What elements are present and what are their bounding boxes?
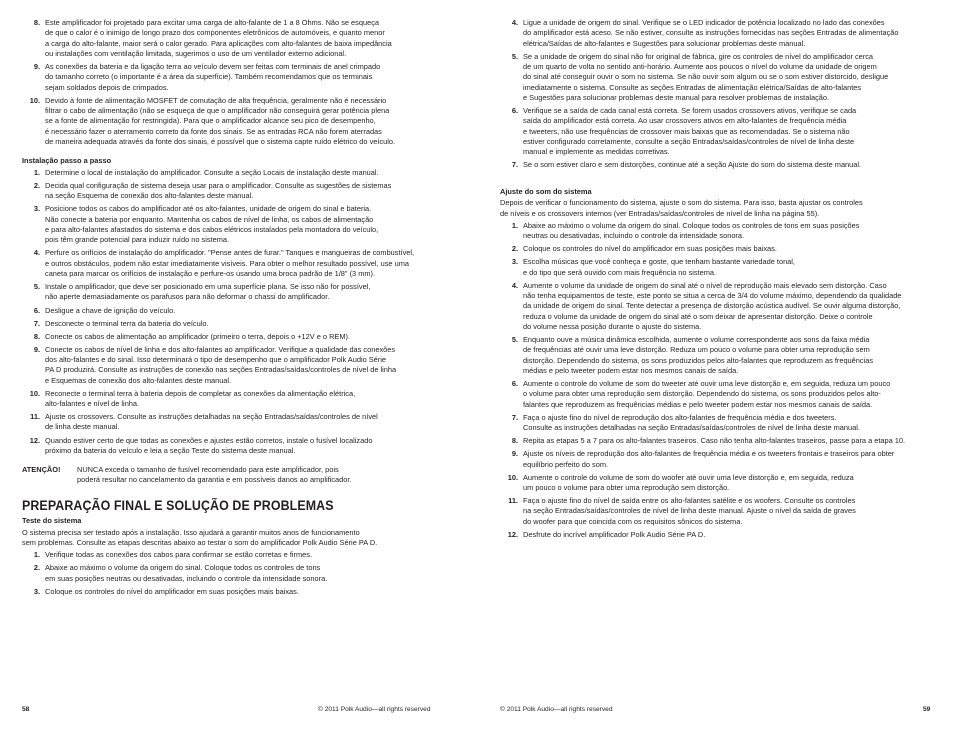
- item-number: 3.: [511, 257, 518, 267]
- tuning-steps-list: [500, 221, 908, 540]
- item-text: Abaixe ao máximo o volume da origem do sinal. Coloque todos os controles de tons em suas posições neutras ou desativadas, incluindo o controle da intensidade sonora.: [523, 220, 860, 241]
- list-item: [500, 449, 908, 470]
- test-steps-list: [22, 550, 422, 597]
- item-text: Enquanto ouve a música dinâmica escolhida, aumente o volume correspondente aos sons da faixa média de frequências até ouvir uma leve distorção. Reduza um pouco o volume para obter uma reprodução sem distorção. Dependendo do sistema, os sons produzidos pelos alto-falantes que reproduzem as frequências médias e pelo tweeter podem estar nos mesmos canais de saída.: [523, 335, 874, 375]
- list-item: [22, 181, 422, 202]
- item-number: 6.: [33, 305, 40, 315]
- list-item: [22, 18, 422, 59]
- item-number: 8.: [33, 331, 40, 341]
- item-number: 10.: [507, 472, 518, 482]
- item-text: Decida qual configuração de sistema deseja usar para o amplificador. Consulte as sugestões de sistemas na seção Esquema de conexão dos alto-falantes deste manual.: [45, 181, 392, 201]
- list-item: [22, 248, 422, 279]
- copyright-left: © 2011 Polk Audio—all rights reserved: [318, 706, 431, 713]
- test-heading: Teste do sistema: [22, 515, 82, 525]
- item-text: Desconecte o terminal terra da bateria do veículo.: [45, 318, 209, 328]
- item-text: Quando estiver certo de que todas as conexões e ajustes estão corretos, instale o fusível localizado próximo da bateria do veículo e leia a seção Teste do sistema deste manual.: [45, 435, 373, 455]
- left-column: [22, 18, 422, 600]
- item-text: Reconecte o terminal terra à bateria depois de completar as conexões da alimentação elétrica, alto-falantes e nível de linha.: [45, 388, 356, 409]
- item-number: 11.: [508, 496, 518, 506]
- item-text: Abaixe ao máximo o volume da origem do sinal. Coloque todos os controles de tons em suas posições neutras ou desativadas, incluindo o controle da intensidade sonora.: [45, 563, 328, 583]
- item-number: 5.: [511, 335, 518, 345]
- item-number: 10.: [29, 95, 40, 105]
- item-number: 5.: [33, 282, 40, 292]
- item-number: 9.: [511, 449, 518, 459]
- item-number: 6.: [511, 379, 518, 389]
- item-number: 1.: [33, 167, 40, 177]
- list-item: [22, 389, 422, 410]
- install-steps-list: [22, 168, 422, 456]
- item-number: 7.: [511, 160, 518, 170]
- install-heading: Instalação passo a passo: [22, 156, 112, 166]
- test-steps-cont-list: [500, 18, 908, 171]
- item-text: Verifique se a saída de cada canal está correta. Se forem usados crossovers ativos, verifique se cada saída do amplificador está correta. Ao usar crossovers ativos em alto-falantes de frequência média e tweeters, não use frequências de crossover mais baixas que as recomendadas. Se o sistema não estiver configurado corretamente, consulte a seção Entradas/saídas/controles de nível de linha deste manual e implemente as medidas corretivas.: [523, 105, 857, 157]
- list-item: [22, 319, 422, 329]
- item-number: 2.: [33, 181, 40, 191]
- list-item: [22, 550, 422, 560]
- item-number: 6.: [511, 105, 518, 115]
- list-item: [500, 379, 908, 410]
- item-text: Ajuste os níveis de reprodução dos alto-falantes de frequência média e os tweeters frontais e traseiros para obter equilíbrio perfeito do som.: [523, 449, 895, 469]
- list-item: [22, 587, 422, 597]
- list-item: [22, 282, 422, 303]
- item-number: 12.: [29, 435, 40, 445]
- section-title: PREPARAÇÃO FINAL E SOLUÇÃO DE PROBLEMAS: [22, 497, 334, 513]
- item-number: 2.: [33, 563, 40, 573]
- list-item: [500, 473, 908, 494]
- list-item: [22, 436, 422, 457]
- list-item: [22, 345, 422, 386]
- item-number: 1.: [33, 550, 40, 560]
- list-item: [500, 160, 908, 170]
- item-text: Desfrute do incrível amplificador Polk Audio Série PA D.: [523, 529, 706, 539]
- list-item: [500, 257, 908, 278]
- warning-text: NUNCA exceda o tamanho de fusível recomendado para este amplificador, pois poderá resultar no cancelamento da garantia e em possíveis danos ao amplificador.: [77, 465, 352, 485]
- warning-label: ATENÇÃO!: [22, 465, 61, 475]
- item-number: 3.: [33, 586, 40, 596]
- list-item: [500, 221, 908, 242]
- item-text: Coloque os controles do nível do amplificador em suas posições mais baixas.: [523, 244, 777, 254]
- list-item: [500, 106, 908, 157]
- item-text: Verifique todas as conexões dos cabos para confirmar se estão corretas e firmes.: [45, 550, 313, 560]
- item-number: 4.: [33, 248, 40, 258]
- list-item: [500, 496, 908, 527]
- item-text: Ajuste os crossovers. Consulte as instruções detalhadas na seção Entradas/saídas/controles de nível de linha deste manual.: [45, 412, 378, 432]
- test-intro: O sistema precisa ser testado após a instalação. Isso ajudará a garantir muitos anos de funcionamento sem problemas. Consulte as etapas descritas abaixo ao testar o som do amplificador Polk Audio Série PA D.: [22, 527, 378, 547]
- list-item: [500, 413, 908, 434]
- item-text: Desligue a chave de ignição do veículo.: [45, 305, 176, 315]
- item-text: Posicione todos os cabos do amplificador até os alto-falantes, unidade de origem do sinal e bateria. Não conecte a bateria por enquanto. Mantenha os cabos de nível de linha, os cabos de alimentação e para alto-falantes afastados do sistema e dos cabos elétricos instalados pela montadora do veículo, pois têm grande potencial para induzir ruído no sistema.: [45, 204, 379, 245]
- list-item: [22, 563, 422, 584]
- precautions-list: [22, 18, 422, 147]
- list-item: [500, 335, 908, 376]
- item-number: 7.: [511, 412, 518, 422]
- list-item: [22, 306, 422, 316]
- item-text: Instale o amplificador, que deve ser posicionado em uma superfície plana. Se isso não for possível, não aperte demasiadamente os parafusos para não deformar o chassi do amplificador.: [45, 282, 371, 302]
- list-item: [500, 244, 908, 254]
- item-text: As conexões da bateria e da ligação terra ao veículo devem ser feitas com terminais de anel crimpado do tamanho correto (o importante é a área da superfície). Também recomendamos que os terminais sejam soldados depois de crimpados.: [45, 61, 381, 92]
- item-number: 12.: [507, 529, 518, 539]
- item-text: Ligue a unidade de origem do sinal. Verifique se o LED indicador de potência localizado no lado das conexões do amplificador está aceso. Se não estiver, consulte as instruções fornecidas nas seções Entradas de alimentação elétrica/Saídas de alto-falantes e Sugestões para solucionar problemas deste manual.: [523, 18, 899, 48]
- item-text: Se a unidade de origem do sinal não for original de fábrica, gire os controles de nível do amplificador cerca de um quarto de volta no sentido anti-horário. Aumente aos poucos o nível do volume da unidade de origem do sinal até conseguir ouvir o som no sistema. Se não ouvir som algum ou se o som estiver distorcido, desligue imediatamente o sistema. Consulte as seções Entradas de alimentação elétrica/Saídas de alto-falantes e Sugestões para solucionar problemas deste manual para resolver problemas de instalação.: [523, 51, 889, 102]
- right-page: [477, 0, 954, 738]
- item-number: 4.: [511, 280, 518, 290]
- item-text: Aumente o controle do volume de som do woofer até ouvir uma leve distorção e, em seguida, reduza um pouco o volume para obter uma reprodução sem distorção.: [523, 472, 854, 492]
- item-text: Faça o ajuste fino do nível de reprodução dos alto-falantes de frequência média e dos tweeters. Consulte as instruções detalhadas na seção Entradas/saídas/controles de nível de linha deste manual.: [523, 412, 860, 433]
- list-item: [500, 52, 908, 103]
- list-item: [22, 412, 422, 433]
- item-text: Repita as etapas 5 a 7 para os alto-falantes traseiros. Caso não tenha alto-falantes traseiros, passe para a etapa 10.: [523, 436, 906, 446]
- item-number: 2.: [511, 244, 518, 254]
- item-text: Este amplificador foi projetado para excitar uma carga de alto-falante de 1 a 8 Ohms. Não se esqueça de que o calor é o inimigo de longo prazo dos componentes eletrônicos de automóveis, e quanto menor a carga do alto-falante, maior será o calor gerado. Para aplicações com alto-falantes de baixa impedância ou instalações com ventilação limitada, sugerimos o uso de um ventilador externo adicional.: [45, 18, 392, 58]
- item-text: Aumente o controle do volume de som do tweeter até ouvir uma leve distorção e, em seguida, reduza um pouco o volume para obter uma reprodução sem distorção. Dependendo do sistema, os sons produzidos pelos alto- falantes que reproduzem as frequências médias e pelo tweeter podem estar nos mesmos canais de saída.: [523, 379, 891, 409]
- item-number: 11.: [30, 412, 40, 422]
- list-item: [22, 62, 422, 93]
- item-text: Determine o local de instalação do amplificador. Consulte a seção Locais de instalação deste manual.: [45, 167, 379, 177]
- list-item: [500, 281, 908, 332]
- list-item: [22, 204, 422, 245]
- item-number: 10.: [29, 388, 40, 398]
- item-text: Se o som estiver claro e sem distorções, continue até a seção Ajuste do som do sistema deste manual.: [523, 160, 862, 170]
- warning-block: [22, 465, 422, 486]
- right-column: [500, 18, 908, 543]
- item-number: 8.: [33, 18, 40, 27]
- item-number: 3.: [33, 204, 40, 214]
- list-item: [22, 168, 422, 178]
- item-number: 8.: [511, 436, 518, 446]
- item-text: Coloque os controles do nível do amplificador em suas posições mais baixas.: [45, 586, 299, 596]
- item-number: 9.: [33, 344, 40, 354]
- item-text: Conecte os cabos de alimentação ao amplificador (primeiro o terra, depois o +12V e o REM).: [45, 331, 351, 341]
- item-text: Escolha músicas que você conheça e goste, que tenham bastante variedade tonal, e do tipo que será ouvido com mais frequência no sistema.: [523, 257, 795, 277]
- list-item: [500, 18, 908, 49]
- tuning-intro: Depois de verificar o funcionamento do sistema, ajuste o som do sistema. Para isso, basta ajustar os controles de níveis e os crossovers internos (ver Entradas/saídas/controles de nível de linha na página 55).: [500, 198, 863, 218]
- list-item: [500, 436, 908, 446]
- item-number: 5.: [511, 51, 518, 61]
- list-item: [500, 530, 908, 540]
- page-number-right: 59: [923, 706, 931, 713]
- item-text: Devido à fonte de alimentação MOSFET de comutação de alta frequência, geralmente não é necessário filtrar o cabo de alimentação (não se esqueça de que o amplificador não conseguirá gerar potência plena se a fonte de alimentação for restringida). Para que o amplificador alcance seu pico de desempenho, é necessário fazer o aterramento correto da fonte dos sinais. Se as entradas RCA não forem aterradas de maneira adequada através da fonte dos sinais, é possível que o sistema capte ruído elétrico do veículo.: [45, 95, 396, 146]
- page-number-left: 58: [22, 706, 30, 713]
- item-text: Faça o ajuste fino do nível de saída entre os alto-falantes satélite e os woofers. Consulte os controles na seção Entradas/saídas/controles de nível de linha deste manual. Ajuste o nível da saída de graves do woofer para que coincida com os requisitos sônicos do sistema.: [523, 496, 856, 526]
- item-text: Aumente o volume da unidade de origem do sinal até o nível de reprodução mais elevado sem distorção. Caso não tenha equipamentos de teste, este ponto se situa a cerca de 3/4 do volume máximo, dependendo da qualidade da unidade de origem do sinal. Tente detectar a presença de distorção acústica audível. Se ouvir alguma distorção, reduza o volume da unidade de origem do sinal até o som deixar de apresentar distorção. Deixe o controle do volume nessa posição durante o ajuste do sistema.: [523, 280, 902, 331]
- tuning-heading: Ajuste do som do sistema: [500, 186, 592, 196]
- list-item: [22, 96, 422, 147]
- item-number: 4.: [511, 18, 518, 27]
- item-text: Conecte os cabos de nível de linha e dos alto-falantes ao amplificador. Verifique a qualidade das conexões dos alto-falantes e do sinal. Isso determinará o tipo de desempenho que o amplificador Polk Audio Série PA D produzirá. Consulte as instruções de conexão nas seções Entradas/saídas/controles de nível de linha e Esquemas de conexão dos alto-falantes deste manual.: [45, 344, 397, 385]
- list-item: [22, 332, 422, 342]
- item-number: 1.: [511, 220, 518, 230]
- item-text: Perfure os orifícios de instalação do amplificador. "Pense antes de furar." Tanques e mangueiras de combustível, e outros obstáculos, podem não estar imediatamente visíveis. Para obter o melhor resultado possível, use uma caneta para marcar os orifícios de instalação e perfure-os usando uma broca padrão de 1/8" (3 mm).: [45, 248, 415, 279]
- item-number: 9.: [33, 61, 40, 71]
- item-number: 7.: [33, 318, 40, 328]
- copyright-right: © 2011 Polk Audio—all rights reserved: [500, 706, 613, 713]
